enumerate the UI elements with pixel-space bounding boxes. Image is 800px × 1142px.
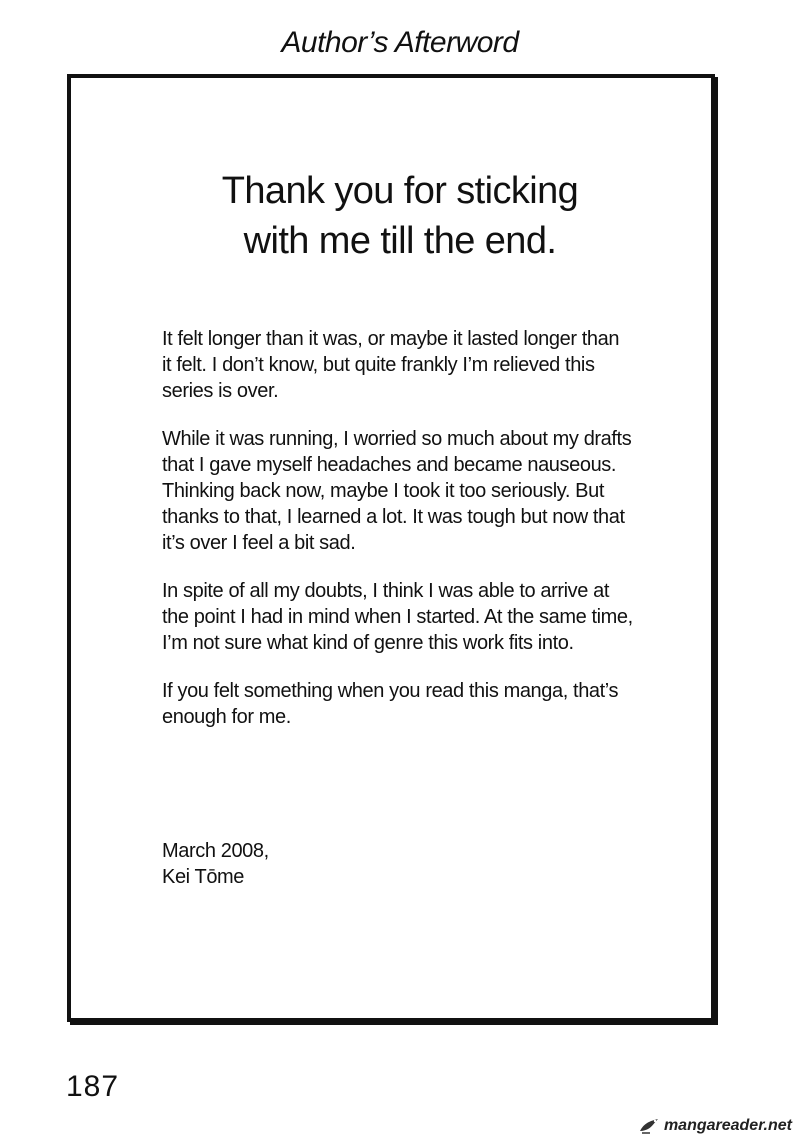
body-line: While it was running, I worried so much about my drafts bbox=[162, 428, 632, 450]
page-number: 187 bbox=[66, 1070, 120, 1103]
paragraph-3 bbox=[162, 578, 682, 656]
body-line: Thinking back now, maybe I took it too seriously. But bbox=[162, 480, 604, 502]
body-line: I’m not sure what kind of genre this work fits into. bbox=[162, 632, 574, 654]
body-line: it felt. I don’t know, but quite frankly I’m relieved this bbox=[162, 354, 595, 376]
paragraph-4 bbox=[162, 678, 682, 730]
afterword-title: Author’s Afterword bbox=[281, 26, 519, 59]
paragraph-2 bbox=[162, 426, 682, 556]
watermark-text: mangareader.net bbox=[663, 1117, 792, 1134]
body-line: If you felt something when you read this manga, that’s bbox=[162, 680, 619, 702]
signature-author: Kei Tōme bbox=[162, 866, 245, 888]
watermark bbox=[638, 1115, 792, 1137]
body-line: series is over. bbox=[162, 380, 279, 402]
body-line: the point I had in mind when I started. At the same time, bbox=[162, 606, 633, 628]
body-line: that I gave myself headaches and became nauseous. bbox=[162, 454, 617, 476]
headline-line-2: with me till the end. bbox=[243, 220, 557, 262]
headline-line-1: Thank you for sticking bbox=[221, 170, 579, 212]
body-line: thanks to that, I learned a lot. It was tough but now that bbox=[162, 506, 625, 528]
body-line: enough for me. bbox=[162, 706, 291, 728]
body-line: In spite of all my doubts, I think I was able to arrive at bbox=[162, 580, 610, 602]
body-line: it’s over I feel a bit sad. bbox=[162, 532, 356, 554]
body-line: It felt longer than it was, or maybe it lasted longer than bbox=[162, 328, 620, 350]
afterword-body bbox=[162, 326, 682, 752]
signature-block bbox=[162, 838, 269, 890]
signature-date: March 2008, bbox=[162, 840, 269, 862]
bird-logo-icon bbox=[638, 1115, 660, 1137]
headline bbox=[0, 166, 800, 266]
paragraph-1 bbox=[162, 326, 682, 404]
